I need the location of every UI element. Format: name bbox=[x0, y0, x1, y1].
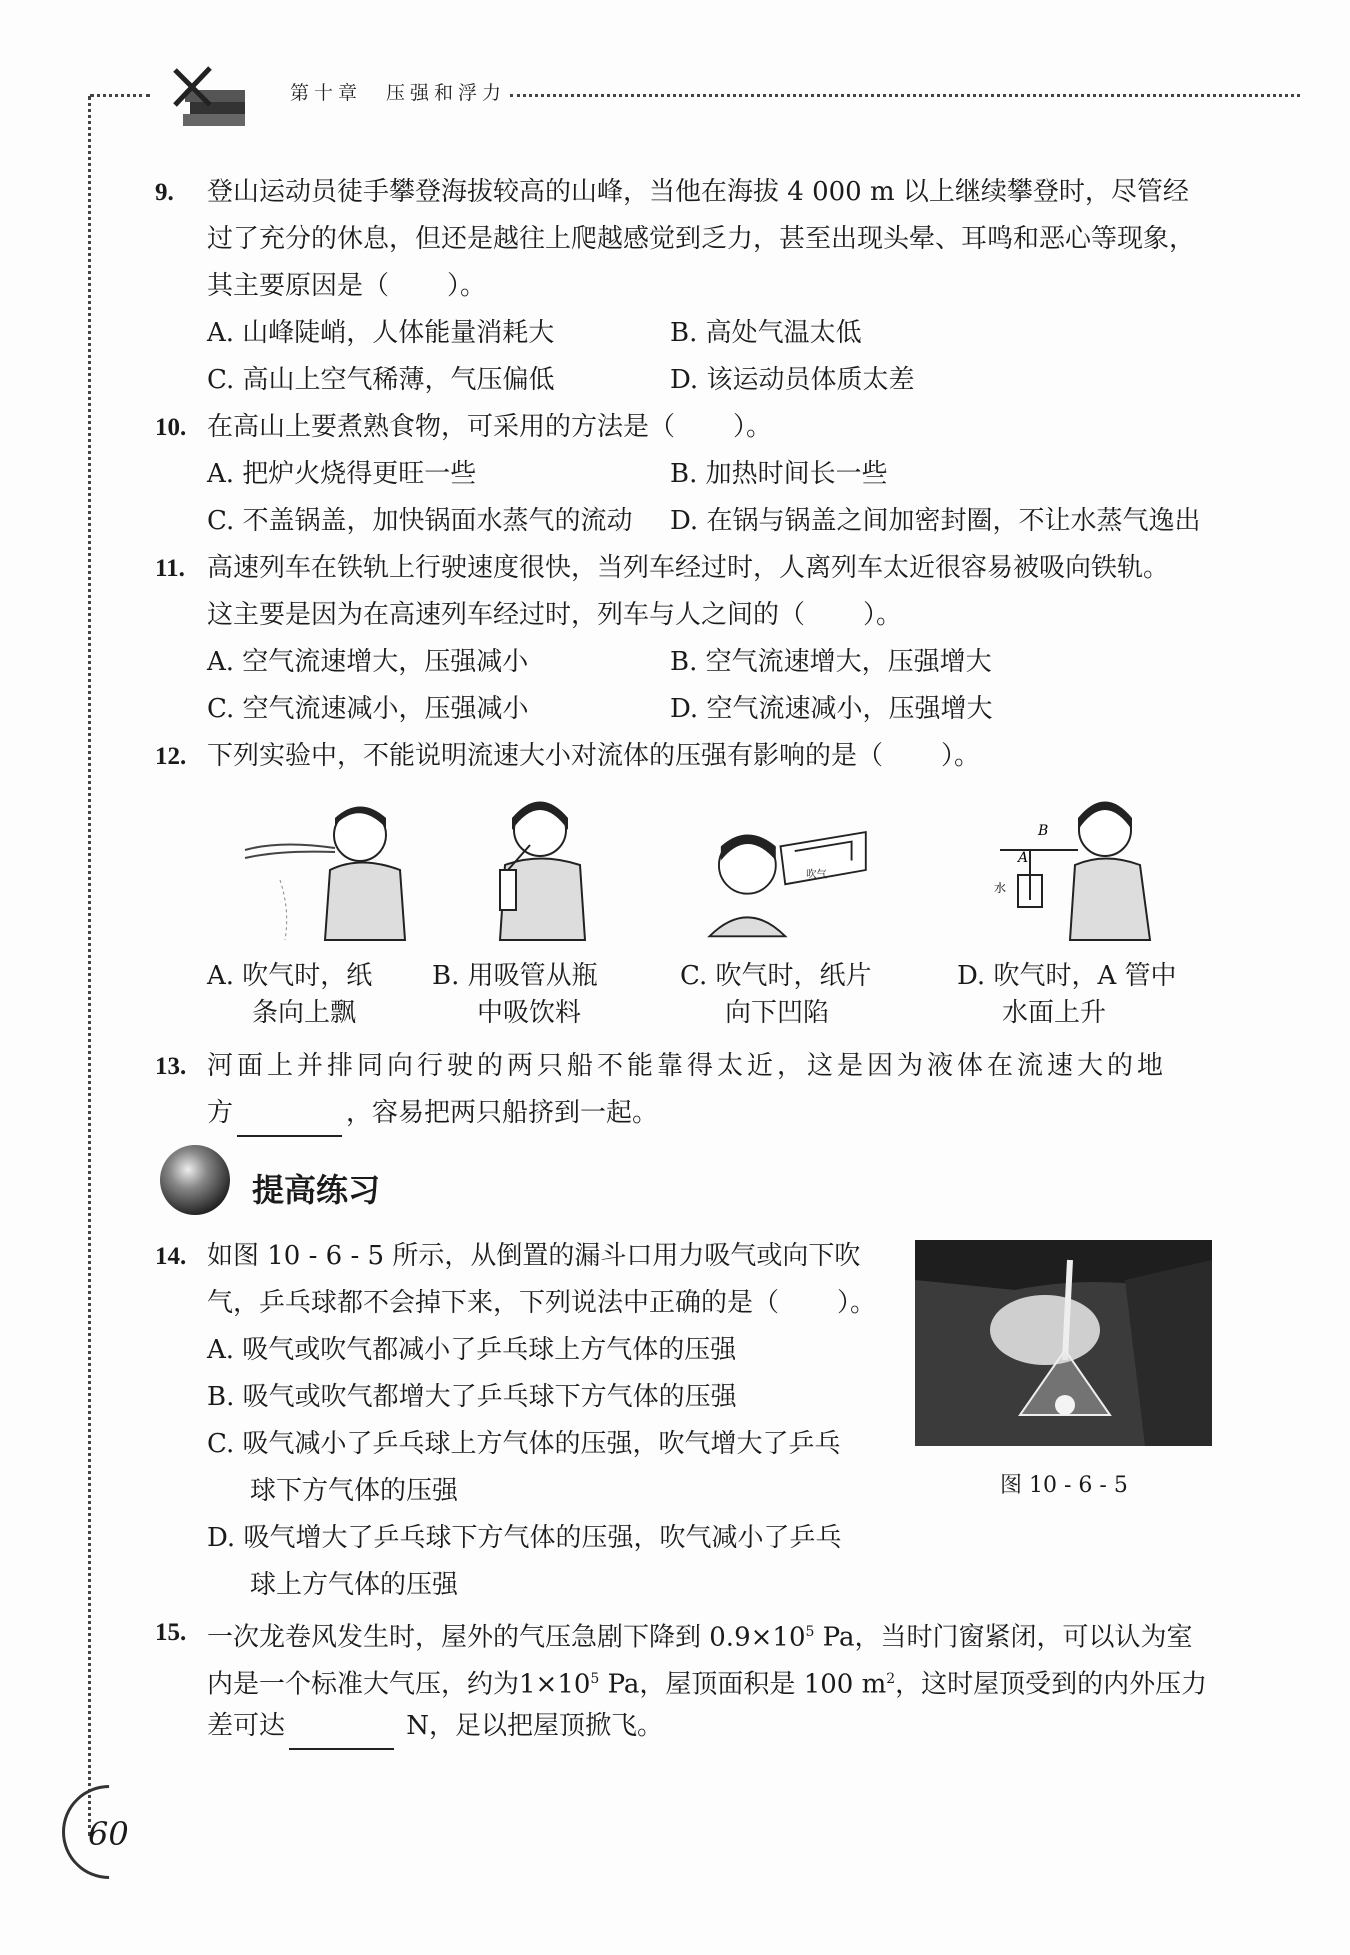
option-b: B. 吸气或吹气都增大了乒乓球下方气体的压强 bbox=[207, 1382, 737, 1412]
text: Pa，当时门窗紧闭，可以认为室 bbox=[814, 1622, 1193, 1653]
header-dotted-rule bbox=[90, 94, 150, 97]
exponent: 2 bbox=[886, 1671, 896, 1687]
answer-blank[interactable] bbox=[237, 1103, 342, 1137]
option-b: B. 高处气温太低 bbox=[670, 318, 862, 348]
question-14 bbox=[155, 1232, 207, 1281]
question-text bbox=[207, 403, 772, 451]
section-title: 提高练习 bbox=[252, 1171, 381, 1209]
text: 这主要是因为在高速列车经过时，列车与人之间的（ bbox=[207, 600, 806, 630]
question-9 bbox=[155, 168, 207, 217]
man-blowing-under-paper-illustration bbox=[700, 790, 880, 950]
book-stack-icon bbox=[155, 60, 265, 130]
caption-line: C. 吹气时，纸片 bbox=[680, 961, 872, 991]
girl-blowing-over-tube-illustration bbox=[990, 790, 1170, 950]
text: ）。 bbox=[447, 271, 487, 301]
globe-icon bbox=[160, 1145, 230, 1215]
question-11 bbox=[155, 544, 207, 593]
text: 一次龙卷风发生时，屋外的气压急剧下降到 0.9×10 bbox=[207, 1622, 806, 1653]
question-text bbox=[207, 1089, 658, 1137]
option-d-continued: 球上方气体的压强 bbox=[250, 1570, 459, 1600]
caption-line: 中吸饮料 bbox=[477, 998, 582, 1028]
text: ）。 bbox=[733, 412, 773, 442]
option-d: D. 空气流速减小，压强增大 bbox=[670, 694, 993, 724]
girl-drinking-through-straw-illustration bbox=[480, 790, 660, 950]
question-text: 高速列车在铁轨上行驶速度很快，当列车经过时，人离列车太近很容易被吸向铁轨。 bbox=[207, 553, 1170, 583]
option-a: A. 山峰陡峭，人体能量消耗大 bbox=[207, 318, 555, 348]
question-15 bbox=[155, 1608, 207, 1657]
option-c: C. 高山上空气稀薄，气压偏低 bbox=[207, 365, 555, 395]
figure-label: B bbox=[1038, 823, 1049, 839]
text: 下列实验中，不能说明流速大小对流体的压强有影响的是（ bbox=[207, 741, 884, 771]
question-number: 14. bbox=[155, 1243, 187, 1270]
text: N，足以把屋顶掀飞。 bbox=[398, 1711, 664, 1741]
question-text bbox=[207, 1655, 1207, 1709]
caption-line: A. 吹气时，纸 bbox=[207, 961, 373, 991]
question-number: 9. bbox=[155, 179, 174, 206]
option-a: A. 吸气或吹气都减小了乒乓球上方气体的压强 bbox=[207, 1335, 737, 1365]
option-c: C. 不盖锅盖，加快锅面水蒸气的流动 bbox=[207, 506, 633, 536]
text: ）。 bbox=[941, 741, 981, 771]
question-text bbox=[207, 732, 980, 780]
question-text bbox=[207, 262, 486, 310]
text: Pa，屋顶面积是 100 m bbox=[599, 1669, 887, 1700]
question-number: 12. bbox=[155, 743, 187, 770]
question-text bbox=[207, 1608, 1193, 1662]
option-d: D. 该运动员体质太差 bbox=[670, 365, 915, 395]
question-12 bbox=[155, 732, 207, 781]
figure-label: 吹气 bbox=[806, 868, 827, 881]
figure-c-caption bbox=[680, 958, 872, 1032]
caption-line: 水面上升 bbox=[1002, 998, 1107, 1028]
text: ，容易把两只船挤到一起。 bbox=[346, 1098, 659, 1128]
figure-a-caption bbox=[207, 958, 372, 1032]
figure-label: A bbox=[1018, 850, 1029, 866]
answer-blank[interactable] bbox=[289, 1716, 394, 1750]
option-c: C. 吸气减小了乒乓球上方气体的压强，吹气增大了乒乓 bbox=[207, 1429, 841, 1459]
question-number: 15. bbox=[155, 1619, 187, 1646]
question-text: 如图 10 - 6 - 5 所示，从倒置的漏斗口用力吸气或向下吹 bbox=[207, 1241, 861, 1271]
margin-dotted-rule bbox=[88, 96, 91, 1836]
text: 差可达 bbox=[207, 1711, 286, 1741]
text: ）。 bbox=[837, 1288, 877, 1318]
text: 方 bbox=[207, 1098, 234, 1128]
text: 内是一个标准大气压，约为1×10 bbox=[207, 1669, 591, 1700]
question-13 bbox=[155, 1042, 207, 1091]
text: 在高山上要煮熟食物，可采用的方法是（ bbox=[207, 412, 676, 442]
page-number: 60 bbox=[88, 1815, 129, 1853]
page-header bbox=[90, 60, 1220, 120]
figure-label: 水 bbox=[994, 881, 1007, 895]
caption-line: 条向上飘 bbox=[252, 998, 357, 1028]
option-a: A. 把炉火烧得更旺一些 bbox=[207, 459, 477, 489]
option-d: D. 吸气增大了乒乓球下方气体的压强，吹气减小了乒乓 bbox=[207, 1523, 842, 1553]
option-b: B. 加热时间长一些 bbox=[670, 459, 888, 489]
option-c: C. 空气流速减小，压强减小 bbox=[207, 694, 529, 724]
question-number: 13. bbox=[155, 1053, 187, 1080]
text: ）。 bbox=[863, 600, 903, 630]
option-b: B. 空气流速增大，压强增大 bbox=[670, 647, 992, 677]
question-number: 11. bbox=[155, 555, 185, 582]
option-d: D. 在锅与锅盖之间加密封圈，不让水蒸气逸出 bbox=[670, 506, 1201, 536]
question-text bbox=[207, 1702, 663, 1750]
option-c-continued: 球下方气体的压强 bbox=[250, 1476, 459, 1506]
question-text: 过了充分的休息，但还是越往上爬越感觉到乏力，甚至出现头晕、耳鸣和恶心等现象， bbox=[207, 224, 1196, 254]
figure-caption: 图 10 - 6 - 5 bbox=[1000, 1473, 1128, 1498]
funnel-photo-drawing bbox=[915, 1240, 1212, 1446]
question-10 bbox=[155, 403, 207, 452]
question-text bbox=[207, 1279, 876, 1327]
caption-line: D. 吹气时，A 管中 bbox=[957, 961, 1177, 991]
figure-b-caption bbox=[432, 958, 598, 1032]
question-text: 河面上并排同向行驶的两只船不能靠得太近，这是因为液体在流速大的地 bbox=[207, 1051, 1168, 1081]
text: 其主要原因是（ bbox=[207, 271, 390, 301]
text: 气，乒乓球都不会掉下来，下列说法中正确的是（ bbox=[207, 1288, 780, 1318]
exponent: 5 bbox=[805, 1624, 815, 1640]
caption-line: 向下凹陷 bbox=[725, 998, 830, 1028]
funnel-experiment-photo bbox=[915, 1240, 1212, 1446]
text: ，这时屋顶受到的内外压力 bbox=[895, 1669, 1208, 1700]
question-text bbox=[207, 591, 902, 639]
figure-d-caption bbox=[957, 958, 1177, 1032]
boy-blowing-paper-strip-illustration bbox=[240, 790, 420, 950]
caption-line: B. 用吸管从瓶 bbox=[432, 961, 598, 991]
question-number: 10. bbox=[155, 414, 187, 441]
exponent: 5 bbox=[590, 1671, 600, 1687]
header-dotted-rule bbox=[510, 94, 1300, 97]
option-a: A. 空气流速增大，压强减小 bbox=[207, 647, 529, 677]
question-text: 登山运动员徒手攀登海拔较高的山峰，当他在海拔 4 000 m 以上继续攀登时，尽管经 bbox=[207, 177, 1189, 207]
chapter-title: 第十章 压强和浮力 bbox=[290, 82, 507, 104]
